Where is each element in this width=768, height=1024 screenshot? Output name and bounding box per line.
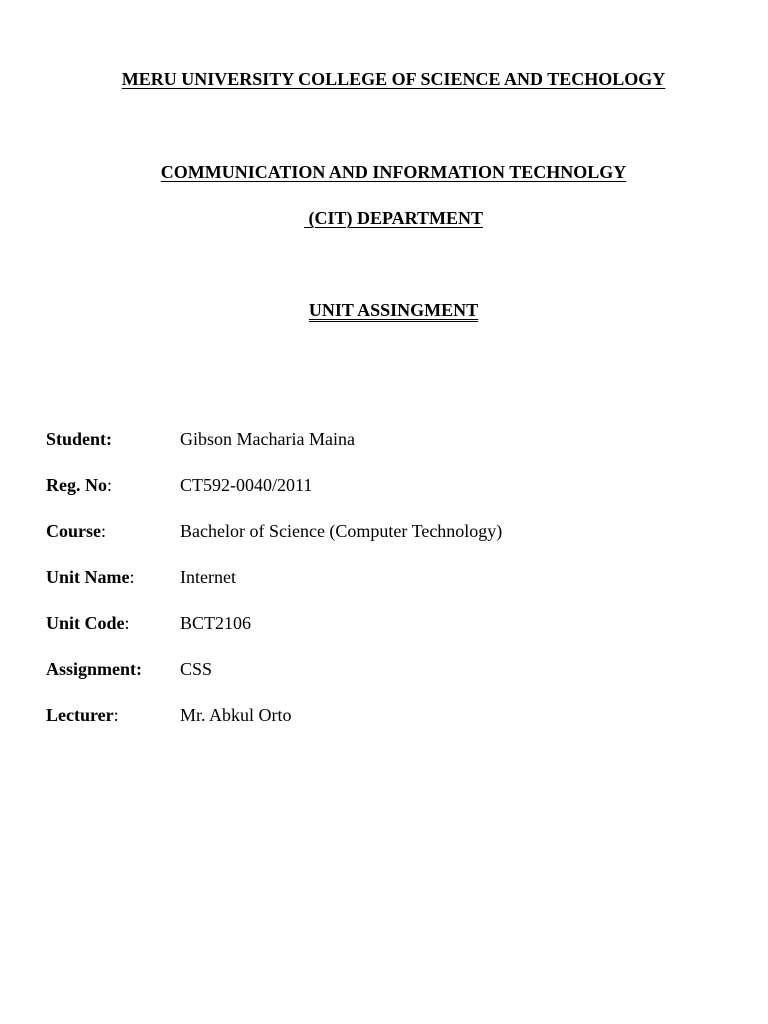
field-label-wrap bbox=[46, 704, 180, 726]
field-label-wrap bbox=[46, 428, 180, 450]
university-title-text: MERU UNIVERSITY COLLEGE OF SCIENCE AND TECHOLOGY bbox=[121, 69, 666, 89]
university-title bbox=[0, 46, 768, 90]
field-label: Course bbox=[46, 521, 101, 541]
field-value: Gibson Macharia Maina bbox=[180, 429, 355, 449]
field-lecturer bbox=[46, 704, 292, 726]
field-colon: : bbox=[101, 521, 107, 541]
department-title-line2 bbox=[0, 185, 768, 229]
department-title-line1 bbox=[0, 139, 768, 183]
field-value: Mr. Abkul Orto bbox=[180, 705, 292, 725]
field-unit-name bbox=[46, 566, 236, 588]
field-colon: : bbox=[124, 613, 130, 633]
field-label: Unit Code bbox=[46, 613, 125, 633]
department-title-line1-text: COMMUNICATION AND INFORMATION TECHNOLGY bbox=[160, 162, 627, 182]
field-colon: : bbox=[129, 567, 135, 587]
field-label: Lecturer bbox=[46, 705, 114, 725]
field-unit-code bbox=[46, 612, 251, 634]
department-title-line2-text: (CIT) DEPARTMENT bbox=[303, 208, 484, 228]
field-colon: : bbox=[107, 475, 113, 495]
field-value: Internet bbox=[180, 567, 236, 587]
field-label-wrap bbox=[46, 612, 180, 634]
document-type-title bbox=[0, 277, 768, 321]
field-label-wrap bbox=[46, 474, 180, 496]
field-label-wrap bbox=[46, 566, 180, 588]
field-label-wrap bbox=[46, 520, 180, 542]
field-value: Bachelor of Science (Computer Technology) bbox=[180, 521, 503, 541]
field-label-wrap bbox=[46, 658, 180, 680]
field-reg-no bbox=[46, 474, 312, 496]
field-colon: : bbox=[136, 659, 143, 679]
field-value: BCT2106 bbox=[180, 613, 252, 633]
field-assignment bbox=[46, 658, 212, 680]
field-label: Unit Name bbox=[46, 567, 130, 587]
field-course bbox=[46, 520, 502, 542]
field-student bbox=[46, 428, 355, 450]
field-value: CT592-0040/2011 bbox=[180, 475, 313, 495]
field-colon: : bbox=[106, 429, 113, 449]
field-label: Student bbox=[46, 429, 107, 449]
field-label: Assignment bbox=[46, 659, 137, 679]
field-value: CSS bbox=[180, 659, 213, 679]
document-type-title-text: UNIT ASSINGMENT bbox=[308, 300, 479, 320]
field-colon: : bbox=[113, 705, 119, 725]
field-label: Reg. No bbox=[46, 475, 107, 495]
